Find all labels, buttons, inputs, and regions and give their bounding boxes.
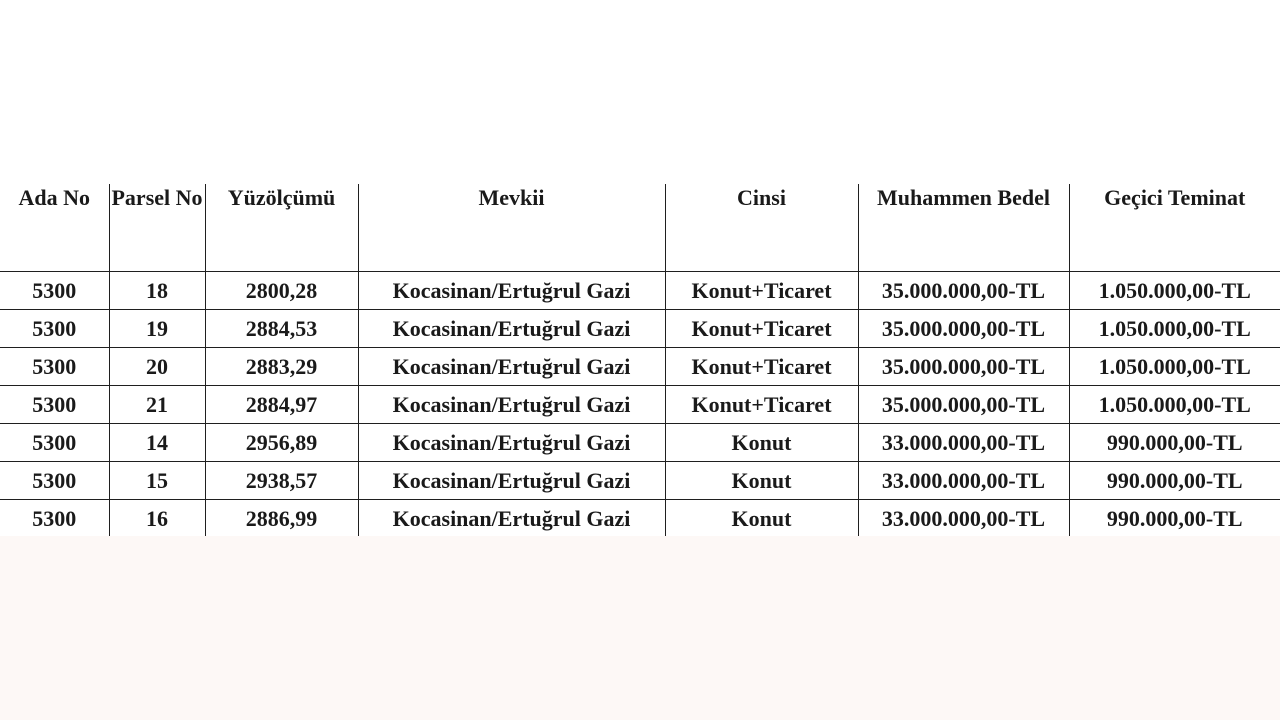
- cell-ada-no: 5300: [0, 461, 109, 499]
- table-row: [0, 385, 1280, 423]
- cell-gecici-teminat: 990.000,00-TL: [1069, 461, 1280, 499]
- cell-muhammen-bedel: 35.000.000,00-TL: [858, 309, 1069, 347]
- cell-ada-no: 5300: [0, 309, 109, 347]
- cell-parsel-no: 14: [109, 423, 205, 461]
- cell-mevkii: Kocasinan/Ertuğrul Gazi: [358, 309, 665, 347]
- header-muhammen-bedel: Muhammen Bedel: [858, 184, 1069, 271]
- header-ada-no: Ada No: [0, 184, 109, 271]
- cell-ada-no: 5300: [0, 271, 109, 309]
- cell-parsel-no: 20: [109, 347, 205, 385]
- cell-ada-no: 5300: [0, 385, 109, 423]
- cell-yuzolcumu: 2884,97: [205, 385, 358, 423]
- cell-yuzolcumu: 2883,29: [205, 347, 358, 385]
- cell-muhammen-bedel: 35.000.000,00-TL: [858, 271, 1069, 309]
- header-cinsi: Cinsi: [665, 184, 858, 271]
- cell-yuzolcumu: 2938,57: [205, 461, 358, 499]
- header-mevkii: Mevkii: [358, 184, 665, 271]
- cell-cinsi: Konut+Ticaret: [665, 271, 858, 309]
- cell-parsel-no: 16: [109, 499, 205, 537]
- cell-muhammen-bedel: 33.000.000,00-TL: [858, 423, 1069, 461]
- cell-yuzolcumu: 2800,28: [205, 271, 358, 309]
- cell-cinsi: Konut+Ticaret: [665, 347, 858, 385]
- cell-muhammen-bedel: 35.000.000,00-TL: [858, 385, 1069, 423]
- cell-mevkii: Kocasinan/Ertuğrul Gazi: [358, 423, 665, 461]
- cell-gecici-teminat: 1.050.000,00-TL: [1069, 347, 1280, 385]
- cell-cinsi: Konut+Ticaret: [665, 309, 858, 347]
- bottom-band: [0, 536, 1280, 720]
- cell-ada-no: 5300: [0, 347, 109, 385]
- cell-gecici-teminat: 990.000,00-TL: [1069, 499, 1280, 537]
- table-row: [0, 423, 1280, 461]
- cell-parsel-no: 19: [109, 309, 205, 347]
- cell-ada-no: 5300: [0, 423, 109, 461]
- cell-mevkii: Kocasinan/Ertuğrul Gazi: [358, 385, 665, 423]
- header-row: [0, 184, 1280, 271]
- cell-yuzolcumu: 2886,99: [205, 499, 358, 537]
- cell-muhammen-bedel: 35.000.000,00-TL: [858, 347, 1069, 385]
- cell-gecici-teminat: 1.050.000,00-TL: [1069, 385, 1280, 423]
- cell-mevkii: Kocasinan/Ertuğrul Gazi: [358, 347, 665, 385]
- header-parsel-no: Parsel No: [109, 184, 205, 271]
- cell-mevkii: Kocasinan/Ertuğrul Gazi: [358, 271, 665, 309]
- cell-yuzolcumu: 2956,89: [205, 423, 358, 461]
- cell-gecici-teminat: 1.050.000,00-TL: [1069, 271, 1280, 309]
- header-yuzolcumu: Yüzölçümü: [205, 184, 358, 271]
- cell-gecici-teminat: 990.000,00-TL: [1069, 423, 1280, 461]
- table-row: [0, 271, 1280, 309]
- table-row: [0, 499, 1280, 537]
- cell-mevkii: Kocasinan/Ertuğrul Gazi: [358, 499, 665, 537]
- cell-parsel-no: 18: [109, 271, 205, 309]
- table-row: [0, 309, 1280, 347]
- cell-cinsi: Konut: [665, 461, 858, 499]
- table-row: [0, 461, 1280, 499]
- cell-cinsi: Konut: [665, 499, 858, 537]
- table-row: [0, 347, 1280, 385]
- header-gecici-teminat: Geçici Teminat: [1069, 184, 1280, 271]
- parcel-table: [0, 184, 1280, 537]
- cell-muhammen-bedel: 33.000.000,00-TL: [858, 499, 1069, 537]
- cell-gecici-teminat: 1.050.000,00-TL: [1069, 309, 1280, 347]
- table-body: [0, 271, 1280, 537]
- cell-muhammen-bedel: 33.000.000,00-TL: [858, 461, 1069, 499]
- cell-parsel-no: 15: [109, 461, 205, 499]
- cell-yuzolcumu: 2884,53: [205, 309, 358, 347]
- cell-parsel-no: 21: [109, 385, 205, 423]
- cell-cinsi: Konut: [665, 423, 858, 461]
- table-header: [0, 184, 1280, 271]
- cell-ada-no: 5300: [32, 505, 77, 531]
- cell-cinsi: Konut+Ticaret: [665, 385, 858, 423]
- cell-mevkii: Kocasinan/Ertuğrul Gazi: [358, 461, 665, 499]
